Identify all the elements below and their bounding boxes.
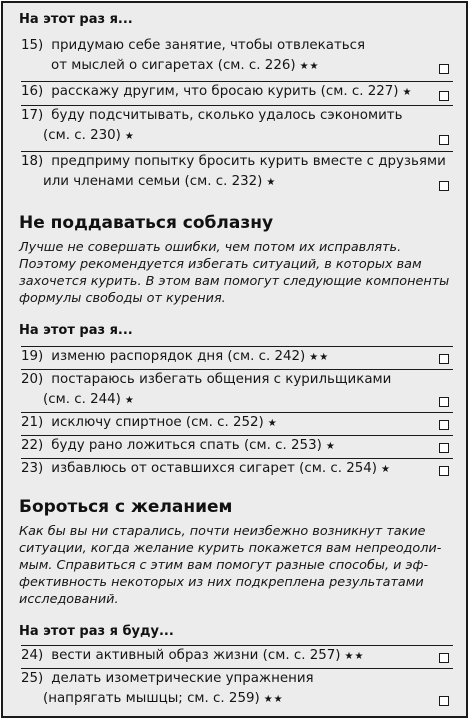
- checkbox-item-21[interactable]: [439, 420, 449, 430]
- checklist-item-16: 16) расскажу другим, что бросаю курить (см. с. 227) ★: [21, 81, 453, 105]
- rating-stars: ★★: [299, 61, 320, 72]
- checklist-item-25: 25) делать изометрические упражнения (напрягать мышцы; см. с. 259) ★★: [21, 668, 453, 710]
- checklist-item-20: 20) постараюсь избегать общения с курильщиками (см. с. 244) ★: [21, 369, 453, 411]
- rating-stars: ★: [402, 87, 413, 98]
- checkbox-item-24[interactable]: [439, 653, 449, 663]
- rating-stars: ★★: [344, 651, 365, 662]
- checkbox-item-20[interactable]: [439, 397, 449, 407]
- block3-subhead: На этот раз я буду...: [19, 624, 174, 639]
- checklist-page: [1, 1, 468, 718]
- block2-subhead: На этот раз я...: [19, 323, 133, 338]
- rating-stars: ★: [124, 131, 135, 142]
- checklist-item-22: 22) буду рано ложиться спать (см. с. 253) ★: [21, 435, 453, 457]
- checklist-item-17: 17) буду подсчитывать, сколько удалось сэкономить (см. с. 230) ★: [21, 105, 453, 149]
- rating-stars: ★: [325, 441, 336, 452]
- rating-stars: ★: [124, 395, 135, 406]
- checkbox-item-16[interactable]: [439, 91, 449, 101]
- checkbox-item-18[interactable]: [439, 181, 449, 191]
- block1-subhead: На этот раз я...: [19, 12, 133, 27]
- rating-stars: ★★: [309, 352, 330, 363]
- checkbox-item-25[interactable]: [439, 696, 449, 706]
- checkbox-item-23[interactable]: [439, 466, 449, 476]
- checklist-item-24: 24) вести активный образ жизни (см. с. 257) ★★: [21, 645, 453, 667]
- checklist-item-18: 18) предприму попытку бросить курить вместе с друзьями или членами семьи (см. с. 232) ★: [21, 151, 453, 195]
- checkbox-item-17[interactable]: [439, 135, 449, 145]
- checkbox-item-22[interactable]: [439, 443, 449, 453]
- section-intro-resist: Как бы вы ни старались, почти неизбежно возникнут такие ситуации, когда желание курить покажется вам непреодоли- мым. Справиться с этим вам помогут разные способы, и эф- фективность некоторых из них подкреплена результатами исследований.: [19, 524, 442, 607]
- checklist-item-21: 21) исключу спиртное (см. с. 252) ★: [21, 412, 453, 434]
- rating-stars: ★: [266, 177, 277, 188]
- rating-stars: ★: [267, 418, 278, 429]
- section-intro-avoid: Лучше не совершать ошибки, чем потом их исправлять. Поэтому рекомендуется избегать ситуаций, в которых вам захочется курить. В этом вам помогут следующие компоненты формулы свободы от курения.: [19, 240, 450, 306]
- rating-stars: ★★: [263, 694, 284, 705]
- checklist-item-15: 15) придумаю себе занятие, чтобы отвлекаться от мыслей о сигаретах (см. с. 226) ★★: [21, 36, 453, 78]
- section-heading-avoid: Не поддаваться соблазну: [19, 213, 274, 233]
- checklist-item-23: 23) избавлюсь от оставшихся сигарет (см. с. 254) ★: [21, 458, 453, 480]
- section-heading-resist: Бороться с желанием: [19, 497, 233, 517]
- rating-stars: ★: [381, 464, 391, 475]
- checklist-item-19: 19) изменю распорядок дня (см. с. 242) ★★: [21, 346, 453, 368]
- checkbox-item-19[interactable]: [439, 354, 449, 364]
- checkbox-item-15[interactable]: [439, 64, 449, 74]
